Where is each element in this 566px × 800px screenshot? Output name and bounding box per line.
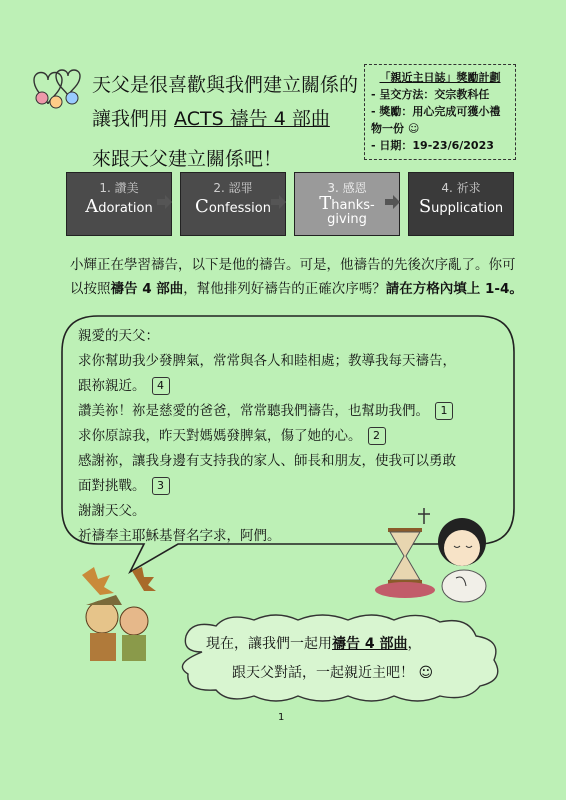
step-label-zh: 3. 感恩 <box>327 181 367 195</box>
notice-row: 物一份 ☺ <box>371 122 420 135</box>
answer-box[interactable]: 3 <box>152 477 170 495</box>
step-label-en: Adoration <box>85 196 153 217</box>
notice-row: - 獎勵：用心完成可獲小禮 <box>371 105 501 118</box>
step-label-en: Supplication <box>418 196 504 217</box>
step-label-en: Confession <box>195 196 271 217</box>
prayer-line: 親愛的天父： <box>78 328 159 344</box>
header-line-2-prefix: 讓我們用 <box>92 108 175 130</box>
hearts-children-illustration <box>22 62 92 112</box>
step-label-zh: 2. 認罪 <box>213 181 253 195</box>
prayer-line: 求你幫助我少發脾氣，常常與各人和睦相處；教導我每天禱告， <box>78 353 456 369</box>
step-label-en: Thanks- giving <box>319 193 375 227</box>
prayer-line: 謝謝天父。 <box>78 503 146 519</box>
cloud-line-1: 現在，讓我們一起用禱告 4 部曲， <box>206 636 422 652</box>
cloud-shape <box>172 612 512 704</box>
arrow-right-icon <box>155 193 173 211</box>
children-autumn-illustration <box>62 565 172 670</box>
header-acts-emphasis: ACTS 禱告 4 部曲 <box>174 108 330 130</box>
step-label-zh: 1. 讚美 <box>99 181 139 195</box>
prayer-line: 祈禱奉主耶穌基督名字求，阿們。 <box>78 528 281 544</box>
instruction-line: 以按照禱告 4 部曲，幫他排列好禱告的正確次序嗎？請在方格內填上 1-4。 <box>70 281 523 297</box>
header-line-1: 天父是很喜歡與我們建立關係的 <box>92 74 359 96</box>
notice-row: - 日期：19-23/6/2023 <box>371 139 494 152</box>
prayer-line: 求你原諒我，昨天對媽媽發脾氣，傷了她的心。 2 <box>78 424 508 449</box>
instruction-paragraph <box>70 253 530 301</box>
prayer-line: 感謝祢，讓我身邊有支持我的家人、師長和朋友，使我可以勇敢 <box>78 453 456 469</box>
cloud-line-2: 跟天父對話，一起親近主吧！ ☺ <box>232 665 434 681</box>
prayer-line: 面對挑戰。 3 <box>78 474 508 499</box>
step-label-zh: 4. 祈求 <box>441 181 481 195</box>
prayer-line: 跟祢親近。 4 <box>78 374 508 399</box>
smile-icon: ☺ <box>418 665 434 681</box>
header-line-2 <box>92 104 330 131</box>
page-number: 1 <box>278 712 285 723</box>
arrow-right-icon <box>383 193 401 211</box>
answer-box[interactable]: 2 <box>368 427 386 445</box>
answer-box[interactable]: 4 <box>152 377 170 395</box>
instruction-line: 小輝正在學習禱告，以下是他的禱告。可是，他禱告的先後次序亂了。你可 <box>70 257 516 273</box>
notice-row: - 呈交方法：交宗教科任 <box>371 88 490 101</box>
praying-girl-illustration <box>370 500 500 605</box>
notice-title: 「親近主日誌」獎勵計劃 <box>379 71 501 84</box>
answer-box[interactable]: 1 <box>435 402 453 420</box>
header-line-3: 來跟天父建立關係吧！ <box>92 148 283 170</box>
prayer-line: 讚美祢！祢是慈愛的爸爸，常常聽我們禱告，也幫助我們。 1 <box>78 399 508 424</box>
reward-notice-box <box>364 64 516 160</box>
arrow-right-icon <box>269 193 287 211</box>
step-supplication <box>408 172 514 236</box>
